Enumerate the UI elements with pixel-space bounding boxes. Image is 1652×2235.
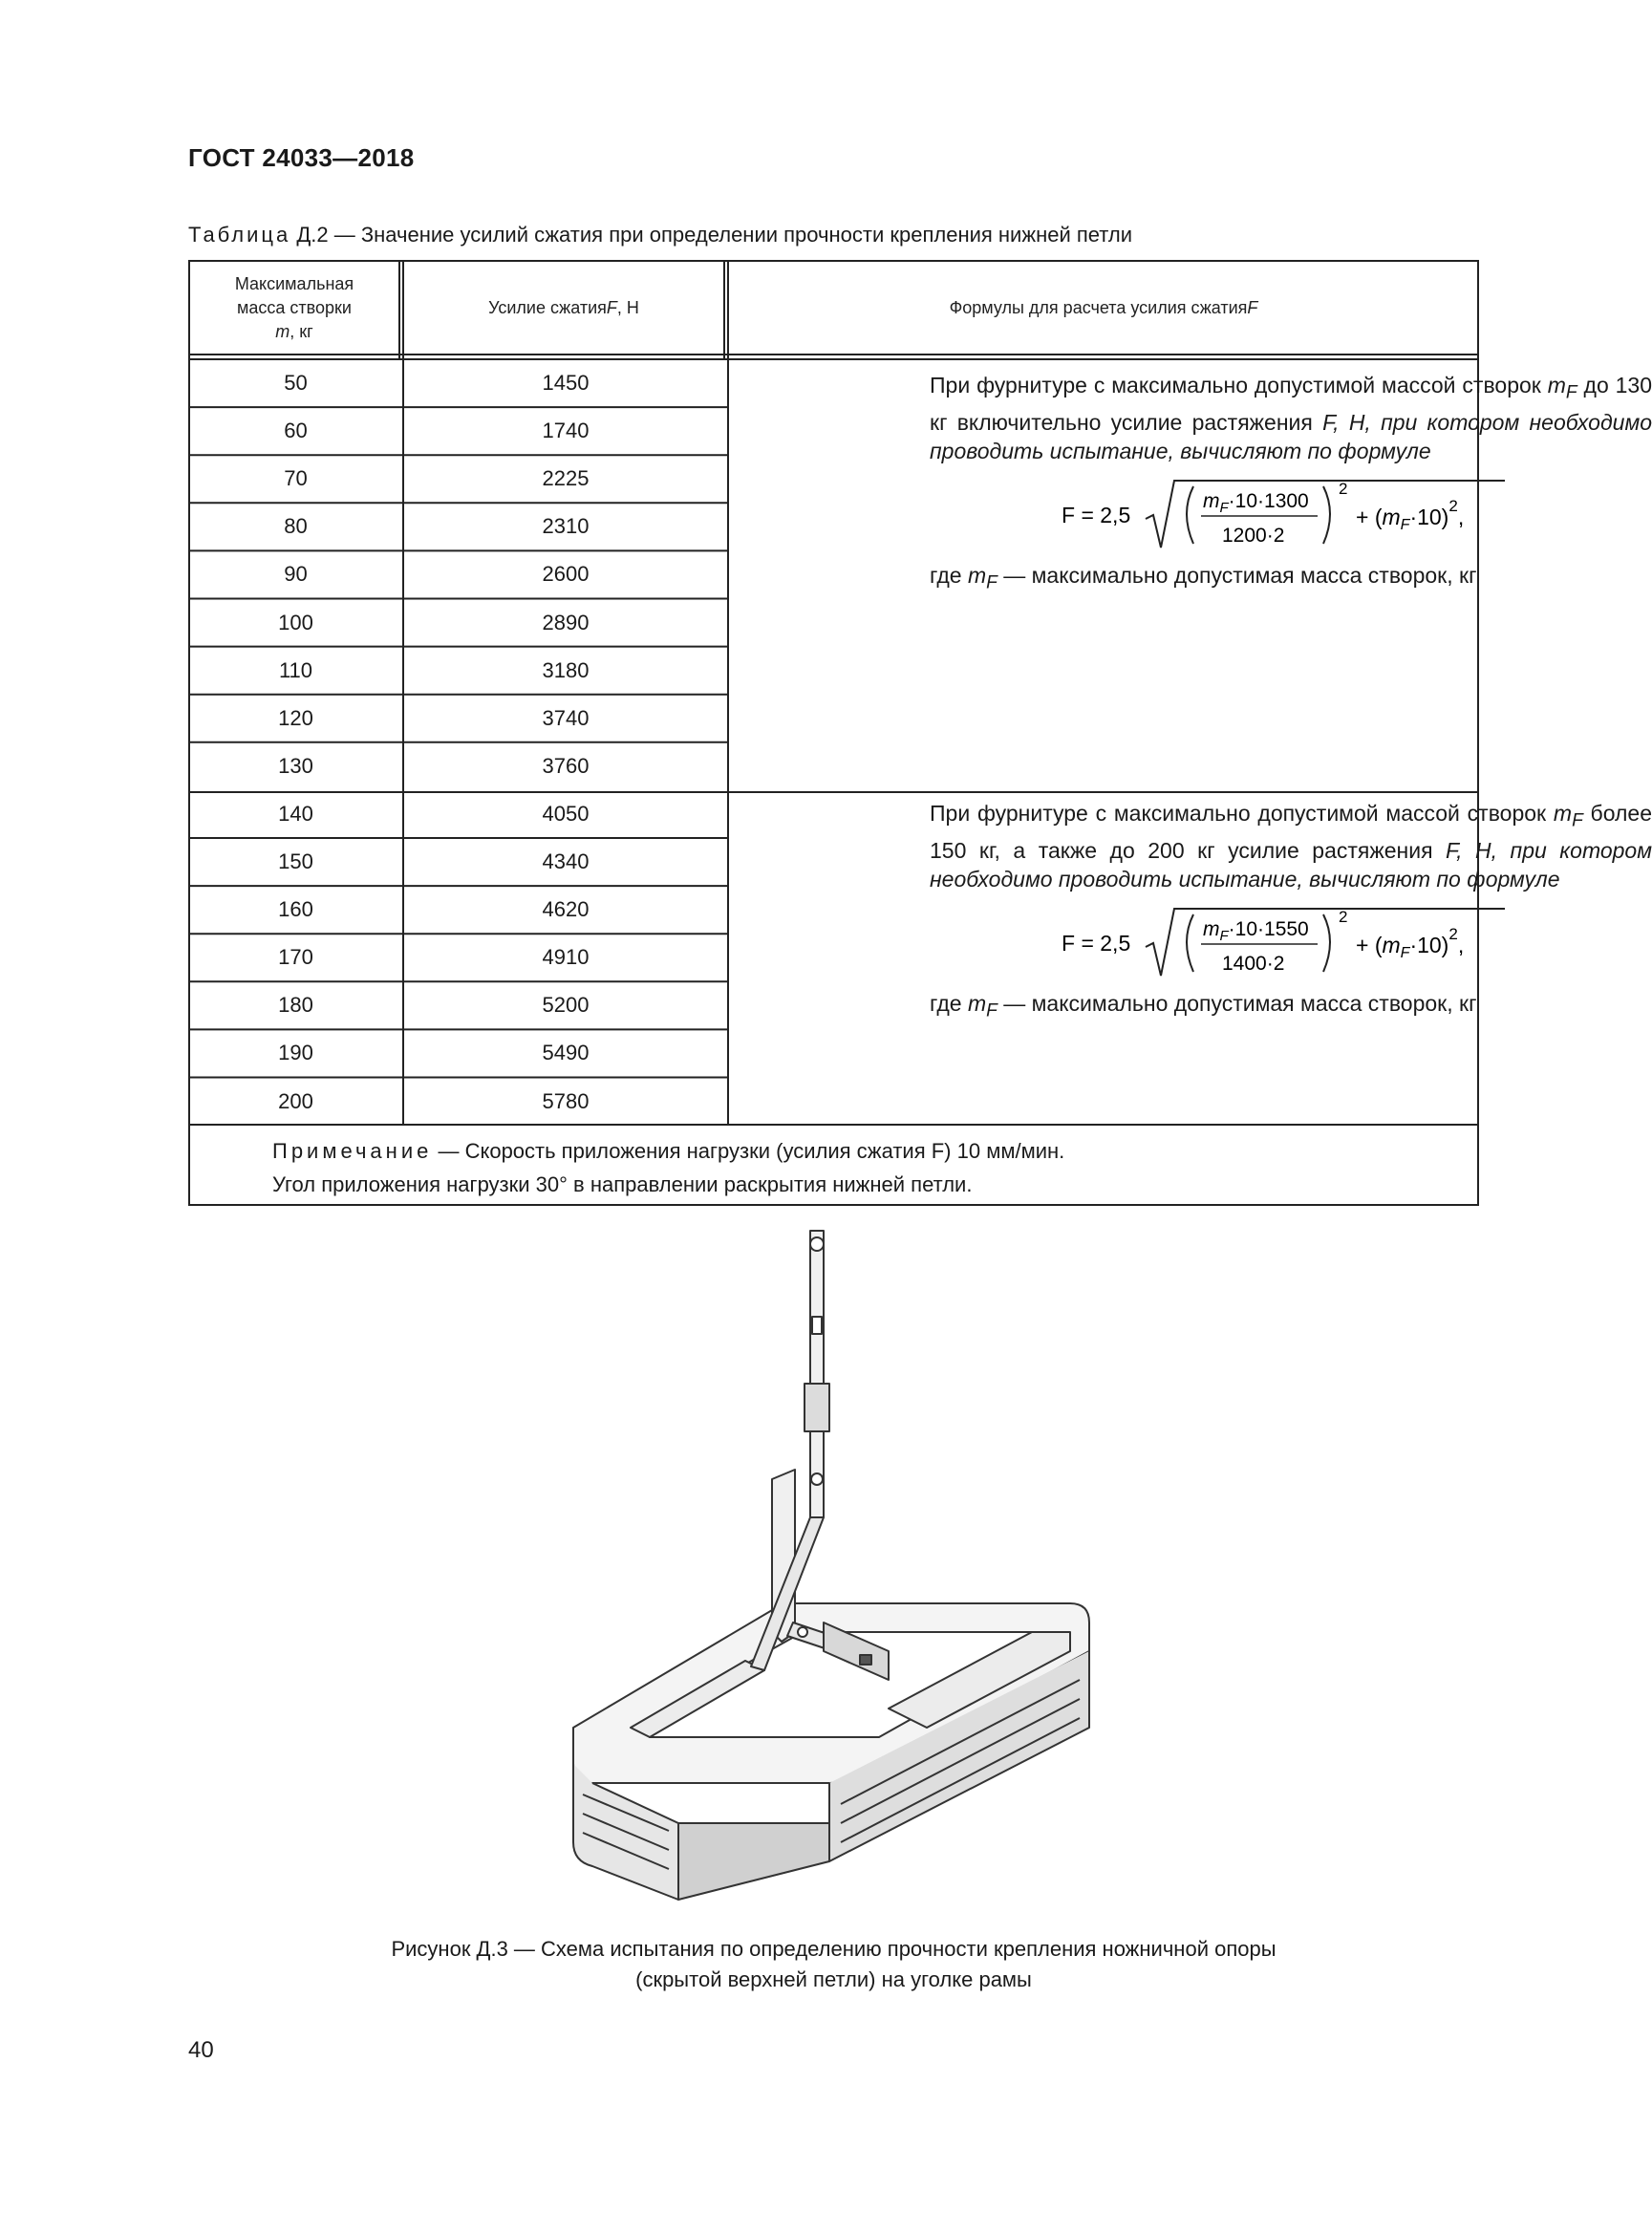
header-formula-var: F bbox=[1247, 297, 1258, 317]
formula-2-text-c: F, Н, при котором необходимо проводить испытание, вычисляют по формуле bbox=[930, 837, 1652, 892]
table-cell-mass: 200 bbox=[278, 1088, 313, 1113]
header-mass-line3 bbox=[275, 320, 312, 344]
table-cell-force: 1740 bbox=[542, 419, 590, 443]
formula-2-coef: F = 2,5 bbox=[1062, 930, 1131, 956]
stay-guide-block bbox=[805, 1384, 829, 1431]
table-cell-force: 3180 bbox=[542, 657, 590, 682]
page-number: 40 bbox=[188, 2037, 214, 2063]
table-cell-mass: 140 bbox=[278, 801, 313, 826]
header-mass-var: m bbox=[275, 321, 290, 341]
formula-2-where: где $m_F$ — максимально допустимая масса створок, кг bbox=[930, 990, 1477, 1021]
document-code: ГОСТ 24033—2018 bbox=[188, 143, 415, 172]
table-cell-force: 5200 bbox=[542, 993, 590, 1018]
table-cell-mass: 50 bbox=[284, 371, 308, 396]
header-force-var: F bbox=[606, 297, 617, 317]
table-caption bbox=[188, 223, 1132, 247]
formula-block-2 bbox=[930, 799, 1652, 1025]
table-cell-force: 1450 bbox=[542, 371, 590, 396]
frame-corner-cut bbox=[678, 1823, 829, 1900]
table-cell-force: 4910 bbox=[542, 945, 590, 970]
formula-1-where: где $m_F$ — максимально допустимая масса створок, кг bbox=[930, 562, 1477, 593]
header-mass bbox=[188, 260, 400, 355]
table-cell-mass: 180 bbox=[278, 993, 313, 1018]
formula-2-text bbox=[930, 799, 1652, 893]
formula-2-left-paren bbox=[1187, 914, 1193, 972]
formula-block-1 bbox=[930, 371, 1652, 597]
stay-pivot-top bbox=[810, 1237, 824, 1251]
formula-1-text bbox=[930, 371, 1652, 465]
table-cell-mass: 150 bbox=[278, 849, 313, 874]
formula-2-numerator: $m_F\cdot 10\cdot 1550$ bbox=[1203, 917, 1309, 944]
formula-1-numerator: $m_F\cdot 10\cdot 1300$ bbox=[1203, 489, 1309, 516]
figure-caption-line1: Рисунок Д.3 — Схема испытания по определению прочности крепления ножничной опоры bbox=[391, 1937, 1277, 1961]
formula-1-svg bbox=[930, 465, 1652, 561]
formula-2-mf: $m_F$ bbox=[1553, 801, 1583, 831]
formula-1-text-b: до 130 кг включительно усилие растяжения bbox=[930, 373, 1652, 435]
table-caption-text: Д.2 — Значение усилий сжатия при определении прочности крепления нижней петли bbox=[290, 223, 1132, 247]
table-cell-mass: 120 bbox=[278, 705, 313, 730]
table-cell-mass: 160 bbox=[278, 897, 313, 922]
formula-2-equation bbox=[930, 893, 1652, 989]
stay-slot-1 bbox=[812, 1317, 822, 1334]
table-cell-mass: 190 bbox=[278, 1041, 313, 1065]
header-formula bbox=[728, 260, 1479, 355]
formula-2-right-paren bbox=[1323, 914, 1330, 972]
header-mass-line1: Максимальная bbox=[234, 273, 354, 293]
formula-1-coef: F = 2,5 bbox=[1062, 502, 1131, 527]
header-mass-line2: масса створки bbox=[237, 297, 352, 317]
formula-1-text-c: F, Н, при котором необходимо проводить испытание, вычисляют по формуле bbox=[930, 409, 1652, 463]
formula-2-plus-term: + $(m_F\cdot 10)^2$, bbox=[1356, 924, 1465, 961]
formula-1-text-a: При фурнитуре с максимально допустимой массой створок bbox=[930, 373, 1548, 398]
table-cell-mass: 60 bbox=[284, 419, 308, 443]
table-cell-mass: 90 bbox=[284, 562, 308, 587]
table-cell-force: 4050 bbox=[542, 801, 590, 826]
formula-1-mf: $m_F$ bbox=[1547, 373, 1577, 403]
table-cell-force: 3760 bbox=[542, 753, 590, 778]
table-cell-mass: 80 bbox=[284, 514, 308, 539]
formula-1-equation bbox=[930, 465, 1652, 561]
table-cell-force: 2225 bbox=[542, 466, 590, 491]
table-note-text1: — Скорость приложения нагрузки (усилия сжатия F) 10 мм/мин. bbox=[432, 1139, 1065, 1163]
table-cell-force: 5780 bbox=[542, 1088, 590, 1113]
force-table bbox=[188, 260, 1652, 1206]
header-force-prefix: Усилие сжатия bbox=[488, 297, 607, 317]
formula-1-right-paren bbox=[1323, 486, 1330, 544]
formula-2-text-b: более 150 кг, а также до 200 кг усилие растяжения bbox=[930, 801, 1652, 863]
header-formula-prefix: Формулы для расчета усилия сжатия bbox=[949, 297, 1248, 317]
formula-1-exp: 2 bbox=[1339, 479, 1348, 498]
header-mass-unit: , кг bbox=[290, 321, 313, 341]
stay-pivot-mid bbox=[811, 1473, 823, 1485]
table-cell-force: 2890 bbox=[542, 610, 590, 634]
table-cell-force: 5490 bbox=[542, 1041, 590, 1065]
formula-2-svg bbox=[930, 893, 1652, 989]
formula-1-left-paren bbox=[1187, 486, 1193, 544]
table-cell-force: 4340 bbox=[542, 849, 590, 874]
scissor-pivot bbox=[798, 1627, 807, 1637]
figure-caption bbox=[188, 1934, 1479, 1995]
table-cell-force: 2600 bbox=[542, 562, 590, 587]
figure-caption-line2: (скрытой верхней петли) на уголке рамы bbox=[635, 1967, 1032, 1991]
table-cell-mass: 100 bbox=[278, 610, 313, 634]
table-cell-mass: 170 bbox=[278, 945, 313, 970]
header-force bbox=[403, 260, 724, 355]
formula-2-text-a: При фурнитуре с максимально допустимой массой створок bbox=[930, 801, 1554, 826]
formula-2-denominator: 1400·2 bbox=[1222, 952, 1285, 975]
header-force-unit: , Н bbox=[616, 297, 639, 317]
table-cell-force: 2310 bbox=[542, 514, 590, 539]
table-cell-force: 4620 bbox=[542, 897, 590, 922]
table-cell-force: 3740 bbox=[542, 705, 590, 730]
formula-1-denominator: 1200·2 bbox=[1222, 524, 1285, 547]
hinge-mark bbox=[860, 1655, 871, 1665]
table-caption-prefix: Таблица bbox=[188, 223, 291, 247]
table-note-line1 bbox=[272, 1139, 1064, 1164]
formula-2-exp: 2 bbox=[1339, 907, 1348, 926]
table-note-label: Примечание bbox=[272, 1139, 433, 1163]
formula-1-plus-term: + $(m_F\cdot 10)^2$, bbox=[1356, 496, 1465, 533]
table-cell-mass: 130 bbox=[278, 753, 313, 778]
hinge-test-drawing bbox=[573, 1231, 1108, 1919]
table-note-line2: Угол приложения нагрузки 30° в направлении раскрытия нижней петли. bbox=[272, 1172, 973, 1196]
table-cell-mass: 70 bbox=[284, 466, 308, 491]
table-cell-mass: 110 bbox=[278, 657, 313, 682]
